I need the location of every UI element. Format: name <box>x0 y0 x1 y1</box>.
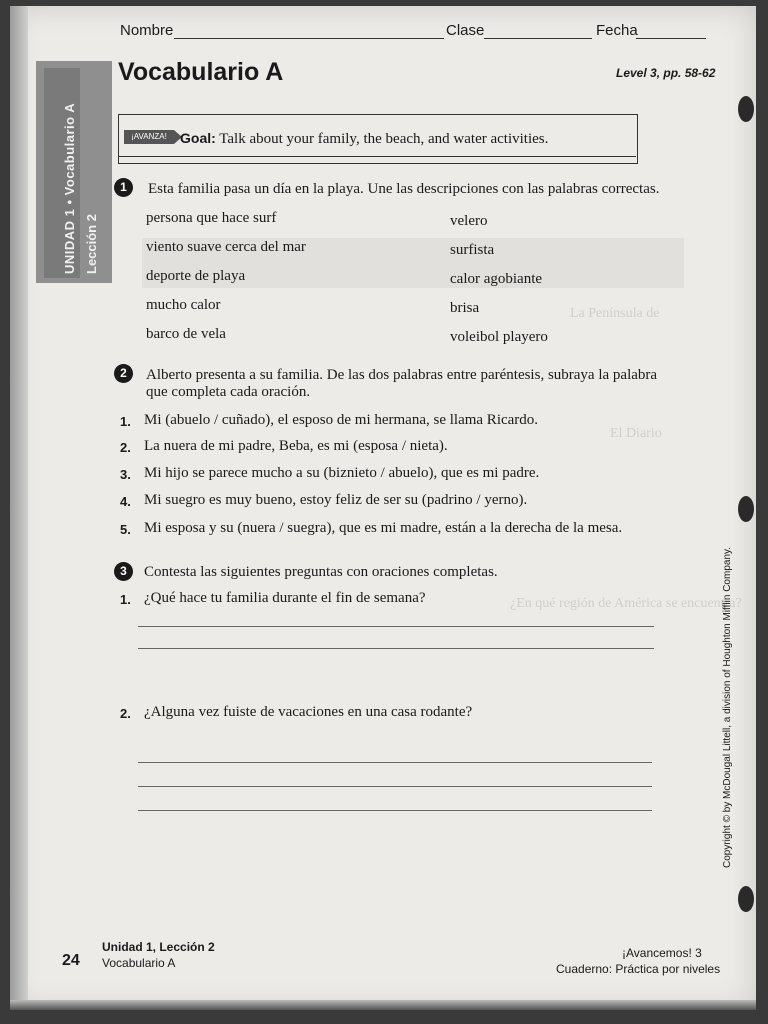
match-left-item: persona que hace surf <box>146 210 277 226</box>
name-field[interactable] <box>174 38 444 39</box>
match-right-item: surfista <box>450 242 495 258</box>
goal-statement <box>180 130 548 148</box>
page-bottom-edge <box>10 1000 756 1010</box>
sentence-item[interactable]: Mi (abuelo / cuñado), el esposo de mi hermana, se llama Ricardo. <box>144 412 539 428</box>
binder-hole <box>738 886 754 912</box>
footer-section: Vocabulario A <box>102 956 176 970</box>
class-label: Clase <box>446 22 485 39</box>
date-label: Fecha <box>596 22 638 39</box>
activity-1-instruction: Esta familia pasa un día en la playa. Une las descripciones con las palabras correctas. <box>148 181 660 197</box>
match-left-item: mucho calor <box>146 297 221 313</box>
answer-line[interactable] <box>138 648 654 649</box>
match-left-item: barco de vela <box>146 326 226 342</box>
sentence-item[interactable]: Mi esposa y su (nuera / suegra), que es mi madre, están a la derecha de la mesa. <box>144 520 623 536</box>
question-item: ¿Alguna vez fuiste de vacaciones en una casa rodante? <box>144 704 473 720</box>
activity-3-instruction: Contesta las siguientes preguntas con oraciones completas. <box>144 564 498 580</box>
page-number: 24 <box>62 952 80 969</box>
item-number: 4. <box>120 494 131 509</box>
class-field[interactable] <box>484 38 592 39</box>
worksheet-page <box>10 6 756 1010</box>
page-binding-edge <box>10 6 28 1010</box>
item-number: 3. <box>120 467 131 482</box>
date-field[interactable] <box>636 38 706 39</box>
question-item: ¿Qué hace tu familia durante el fin de semana? <box>144 590 426 606</box>
footer-book-title: ¡Avancemos! 3 <box>622 946 702 960</box>
goal-text: Talk about your family, the beach, and water activities. <box>219 131 549 147</box>
match-right-item: calor agobiante <box>450 271 543 287</box>
footer-book-subtitle: Cuaderno: Práctica por niveles <box>556 962 721 976</box>
answer-line[interactable] <box>138 810 652 811</box>
name-label: Nombre <box>120 22 174 39</box>
footer-unit: Unidad 1, Lección 2 <box>102 940 215 954</box>
item-number: 2. <box>120 440 131 455</box>
activity-3-number: 3 <box>114 562 133 581</box>
match-right-item: brisa <box>450 300 480 316</box>
copyright-notice: Copyright © by McDougal Littell, a division of Houghton Mifflin Company. <box>722 546 733 868</box>
activity-2-instruction: Alberto presenta a su familia. De las dos palabras entre paréntesis, subraya la palabra que completa cada oración. <box>146 367 658 400</box>
answer-line[interactable] <box>138 626 654 627</box>
match-left-item: viento suave cerca del mar <box>146 239 306 255</box>
bleed-through-text: ¿En qué región de América se encuentra? <box>510 596 742 611</box>
avanza-badge: ¡AVANZA! <box>124 130 174 144</box>
sentence-item[interactable]: Mi suegro es muy bueno, estoy feliz de ser su (padrino / yerno). <box>144 492 528 508</box>
side-tab-lesson-label: Lección 2 <box>84 214 99 274</box>
bleed-through-text: El Diario <box>610 426 662 441</box>
answer-line[interactable] <box>138 786 652 787</box>
match-left-item: deporte de playa <box>146 268 246 284</box>
binder-hole <box>738 96 754 122</box>
match-right-item: voleibol playero <box>450 329 548 345</box>
side-tab-unit-label: UNIDAD 1 • Vocabulario A <box>62 102 77 274</box>
binder-hole <box>738 496 754 522</box>
activity-1-number: 1 <box>114 178 133 197</box>
goal-label: Goal: <box>180 130 216 146</box>
bleed-through-text: La Península de <box>570 306 660 321</box>
activity-2-number: 2 <box>114 364 133 383</box>
level-reference: Level 3, pp. 58-62 <box>616 66 716 80</box>
sentence-item[interactable]: La nuera de mi padre, Beba, es mi (esposa / nieta). <box>144 438 448 454</box>
item-number: 2. <box>120 706 131 721</box>
match-right-item: velero <box>450 213 488 229</box>
item-number: 1. <box>120 414 131 429</box>
answer-line[interactable] <box>138 762 652 763</box>
item-number: 1. <box>120 592 131 607</box>
item-number: 5. <box>120 522 131 537</box>
sentence-item[interactable]: Mi hijo se parece mucho a su (biznieto / abuelo), que es mi padre. <box>144 465 540 481</box>
page-title: Vocabulario A <box>118 58 284 86</box>
